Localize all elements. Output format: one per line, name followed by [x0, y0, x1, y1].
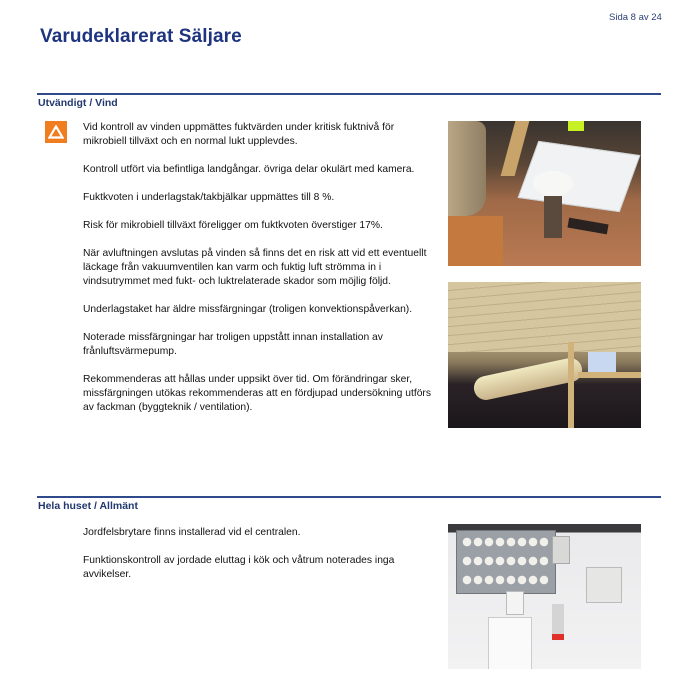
section-heading-allmant: Hela huset / Allmänt	[38, 500, 138, 512]
paragraph: Funktionskontroll av jordade eluttag i kök och våtrum noterades inga avvikelser.	[83, 555, 395, 580]
paragraph: Fuktkvoten i underlagstak/takbjälkar uppmättes till 8 %.	[83, 192, 335, 203]
paragraph: Underlagstaket har äldre missfärgningar (troligen konvektionspåverkan).	[83, 304, 413, 315]
paragraph: Kontroll utfört via befintliga landgångar. övriga delar okulärt med kamera.	[83, 164, 415, 175]
section-rule	[37, 93, 661, 95]
paragraph: Jordfelsbrytare finns installerad vid el centralen.	[83, 527, 301, 538]
paragraph: Noterade missfärgningar har troligen uppstått innan installation av frånluftsvärmepump.	[83, 332, 383, 357]
warning-triangle-icon	[45, 121, 67, 143]
page-indicator: Sida 8 av 24	[609, 12, 662, 23]
section-body-vind	[83, 121, 439, 429]
paragraph: Rekommenderas att hållas under uppsikt över tid. Om förändringar sker, missfärgningen utökas rekommenderas att en fördjupad undersökning utförs av fackman (byggteknik / ventilation).	[83, 374, 432, 413]
photo-electrical-fuse-panel	[448, 524, 641, 669]
paragraph: Vid kontroll av vinden uppmättes fuktvärden under kritisk fuktnivå för mikrobiell tillväxt och en normal lukt upplevdes.	[83, 122, 395, 147]
section-heading-vind: Utvändigt / Vind	[38, 97, 118, 109]
photo-attic-vent-pipe	[448, 121, 641, 266]
photo-attic-underroof	[448, 282, 641, 428]
paragraph: När avluftningen avslutas på vinden så finns det en risk att vid ett eventuellt läckage från vakuumventilen kan varm och fuktig luft strömma in i vindsutrymmet med fukt- och luktrelaterade skador som möjlig följd.	[83, 248, 427, 287]
section-rule	[37, 496, 661, 498]
section-body-allmant	[83, 526, 439, 596]
document-title: Varudeklarerat Säljare	[40, 26, 242, 47]
paragraph: Risk för mikrobiell tillväxt föreligger om fuktkvoten överstiger 17%.	[83, 220, 383, 231]
